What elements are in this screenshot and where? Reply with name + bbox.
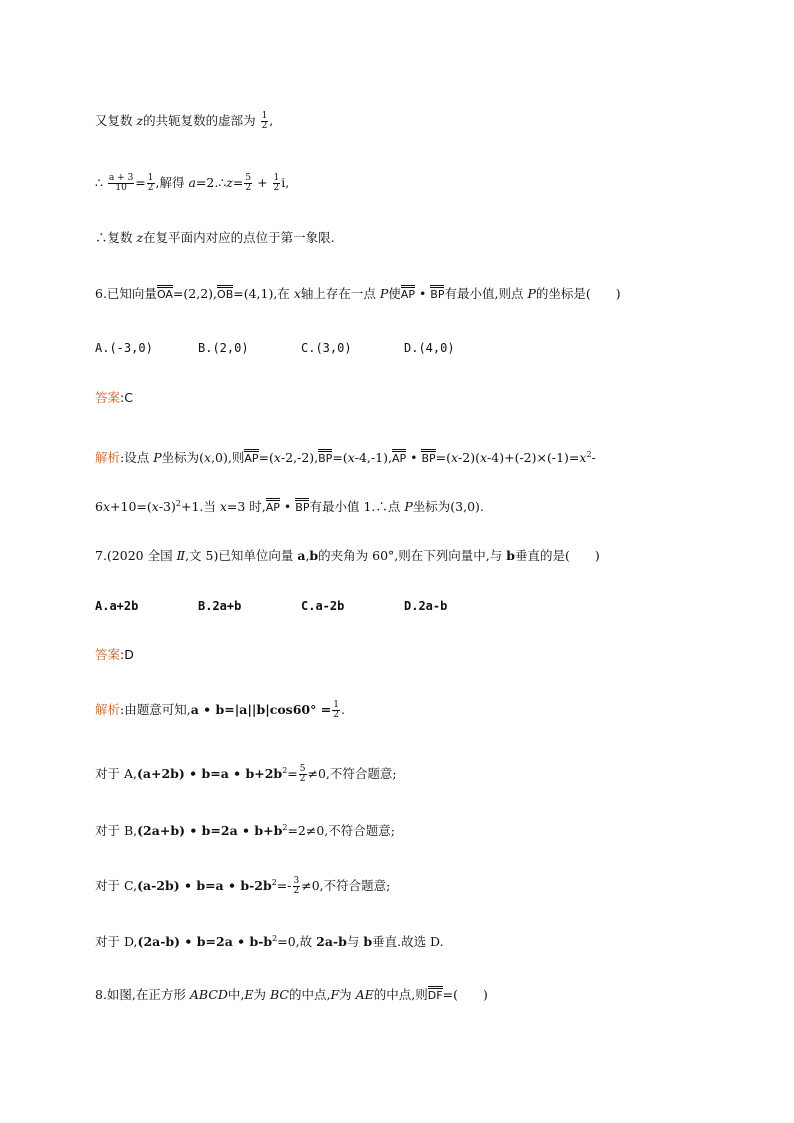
text: ≠0,不符合题意;	[301, 878, 391, 894]
vector-2a-b: 2a-b	[316, 934, 347, 950]
question-7-check-c	[95, 874, 390, 896]
vector-AP: AP	[266, 498, 280, 514]
text: i,	[281, 175, 290, 190]
answer-label: 答案	[95, 647, 121, 662]
numerator: a + 3	[108, 173, 134, 183]
text: 的坐标是( )	[535, 286, 621, 301]
var-x: x	[293, 286, 301, 301]
fraction	[299, 765, 307, 784]
var-x: x	[102, 499, 111, 515]
numerator: 1	[147, 173, 154, 183]
therefore-symbol: ∴	[95, 175, 107, 190]
expression: a • b=|a||b|cos60° =	[190, 702, 332, 717]
vector-OB: OB	[217, 285, 233, 301]
fraction	[108, 174, 134, 193]
vector-BP: BP	[295, 498, 309, 514]
text: +10=(	[110, 499, 152, 515]
text: +1.当	[180, 499, 220, 515]
var-P: P	[404, 499, 413, 515]
vector-AP: AP	[244, 449, 258, 465]
question-6-stem	[95, 285, 621, 303]
question-7-check-a	[95, 762, 397, 784]
text: ,解得	[155, 175, 189, 190]
denominator: 2	[299, 774, 306, 785]
text: =(2,2),	[172, 286, 218, 301]
text: =-	[276, 878, 292, 894]
solution-line-quadrant	[95, 229, 335, 247]
numerator: 5	[299, 764, 306, 775]
text: 在复平面内对应的点位于第一象限.	[143, 230, 335, 245]
fraction	[261, 112, 269, 131]
var-F: F	[330, 987, 340, 1002]
answer-value: :D	[120, 647, 134, 662]
text: Ⅱ	[176, 548, 186, 563]
expression: (a-2b) • b=a • b-2b	[137, 878, 272, 894]
option-c: C.a-2b	[301, 599, 345, 613]
text: =0,故	[277, 934, 317, 950]
var-x: x	[219, 499, 227, 515]
var-x: x	[273, 450, 281, 466]
text: =(4,1),在	[233, 286, 294, 301]
exponent: 2	[175, 499, 181, 508]
var-x: x	[479, 450, 488, 466]
text: 对于 C,	[95, 878, 138, 894]
text: =3 时,	[226, 499, 266, 515]
text: =2.∴	[195, 175, 227, 190]
expression: (a+2b) • b=a • b+2b	[136, 766, 283, 782]
text: =2≠0,不符合题意;	[287, 823, 395, 839]
text: -2,-2),	[280, 450, 319, 466]
text: 垂直的是( )	[514, 548, 600, 563]
exponent: 2	[282, 823, 288, 832]
question-6-options	[95, 339, 507, 357]
text: :由题意可知,	[120, 702, 191, 717]
text: 的中点,则	[373, 987, 428, 1002]
var-P: P	[379, 286, 389, 301]
vector-b: b	[309, 548, 319, 563]
solution-line-solve-a	[95, 174, 289, 193]
question-7-solution	[95, 701, 345, 720]
exponent: 2	[586, 450, 592, 459]
text: ,	[305, 548, 310, 563]
vector-AP: AP	[392, 449, 406, 465]
option-a: A.(-3,0)	[95, 341, 153, 355]
vector-DF: DF	[428, 986, 443, 1002]
text: 对于 D,	[95, 934, 138, 950]
question-7-answer	[95, 646, 134, 664]
option-d: D.(4,0)	[404, 341, 455, 355]
expression: (2a+b) • b=2a • b+b	[137, 823, 283, 839]
numerator: 1	[273, 173, 280, 183]
answer-value: :C	[120, 390, 133, 405]
option-c: C.(3,0)	[301, 341, 352, 355]
text: 对于 A,	[95, 766, 137, 782]
option-b: B.(2,0)	[198, 341, 249, 355]
vector-a: a	[297, 548, 306, 563]
text: .	[340, 702, 345, 717]
numerator: 3	[293, 876, 300, 887]
text: -3)	[158, 499, 176, 515]
vector-b: b	[506, 548, 515, 563]
text: ,文 5)已知单位向量	[185, 548, 298, 563]
dot-operator: •	[414, 286, 431, 301]
fraction	[273, 174, 281, 193]
question-7-check-b	[95, 819, 395, 840]
exponent: 2	[271, 878, 277, 887]
text: 轴上存在一点	[300, 286, 380, 301]
text: 又复数	[95, 113, 137, 128]
denominator: 10	[115, 183, 127, 193]
dot-operator: •	[406, 450, 422, 466]
text: ∴复数	[95, 230, 137, 245]
var-x: x	[579, 450, 587, 466]
numerator: 1	[333, 700, 339, 710]
text: 的中点,	[288, 987, 331, 1002]
question-7-stem	[95, 547, 600, 565]
solution-line-conjugate	[95, 112, 273, 131]
var-x: x	[450, 450, 459, 466]
fraction	[332, 701, 340, 720]
text: -2)(	[458, 450, 480, 466]
var-P: P	[153, 450, 162, 466]
question-6-solution-line-2	[95, 495, 484, 516]
question-6-solution-line-1	[95, 446, 596, 467]
vector-b: b	[363, 934, 373, 950]
var-x: x	[151, 499, 159, 515]
square-ABCD: ABCD	[189, 987, 228, 1002]
text: -4,-1),	[354, 450, 392, 466]
denominator: 2	[245, 183, 252, 193]
text: 7.(2020 全国	[95, 548, 177, 563]
numerator: 5	[245, 173, 252, 183]
segment-BC: BC	[270, 987, 289, 1002]
text: 的夹角为 60°,则在下列向量中,与	[318, 548, 507, 563]
text: =( )	[442, 987, 488, 1002]
text: +	[253, 175, 272, 190]
text: 坐标为(3,0).	[412, 499, 484, 515]
text: 有最小值,则点	[444, 286, 528, 301]
fraction	[244, 174, 252, 193]
exponent: 2	[282, 766, 288, 775]
vector-BP: BP	[318, 449, 332, 465]
text: 的共轭复数的虚部为	[143, 113, 260, 128]
text: 中,	[227, 987, 245, 1002]
text: :设点	[120, 450, 154, 466]
var-P: P	[527, 286, 536, 301]
fraction	[147, 174, 155, 193]
text: 使	[388, 286, 401, 301]
text: =(	[435, 450, 451, 466]
option-d: D.2a-b	[404, 599, 448, 613]
text: ,0),则	[211, 450, 245, 466]
text: =(	[258, 450, 274, 466]
option-b: B.2a+b	[198, 599, 242, 613]
text: =	[232, 175, 244, 190]
text: 坐标为(	[161, 450, 205, 466]
text: =	[287, 766, 298, 782]
text: =	[135, 175, 146, 190]
text: -	[591, 450, 596, 466]
var-a: a	[188, 175, 196, 190]
solution-label: 解析	[95, 450, 121, 466]
text: 垂直.故选 D.	[372, 934, 444, 950]
vector-BP: BP	[430, 285, 444, 301]
text: -4)+(-2)×(-1)=	[487, 450, 580, 466]
var-z: z	[136, 230, 144, 245]
text: ,	[269, 113, 274, 128]
numerator: 1	[261, 111, 268, 121]
denominator: 2	[333, 710, 339, 720]
var-E: E	[244, 987, 254, 1002]
exponent: 2	[272, 934, 278, 943]
var-z: z	[136, 113, 144, 128]
dot-operator: •	[279, 499, 296, 515]
question-6-answer	[95, 389, 133, 407]
var-z: z	[226, 175, 233, 190]
text: 为	[253, 987, 270, 1002]
denominator: 2	[293, 886, 300, 897]
text: 与	[346, 934, 364, 950]
expression: (2a-b) • b=2a • b-b	[137, 934, 273, 950]
text: 为	[339, 987, 356, 1002]
var-x: x	[204, 450, 212, 466]
denominator: 2	[147, 183, 154, 193]
denominator: 2	[261, 121, 268, 131]
fraction	[293, 877, 301, 896]
text: 有最小值 1.∴点	[309, 499, 405, 515]
vector-OA: OA	[157, 285, 173, 301]
segment-AE: AE	[355, 987, 374, 1002]
question-7-check-d	[95, 930, 444, 951]
text: 8.如图,在正方形	[95, 987, 190, 1002]
vector-BP: BP	[421, 449, 435, 465]
question-7-options	[95, 597, 507, 615]
text: 6.已知向量	[95, 286, 157, 301]
denominator: 2	[273, 183, 280, 193]
vector-AP: AP	[401, 285, 415, 301]
answer-label: 答案	[95, 390, 121, 405]
question-8-stem	[95, 986, 488, 1004]
text: =(	[332, 450, 348, 466]
solution-label: 解析	[95, 702, 121, 717]
text: ≠0,不符合题意;	[307, 766, 397, 782]
var-x: x	[347, 450, 355, 466]
text: 6	[95, 499, 103, 515]
text: 对于 B,	[95, 823, 138, 839]
option-a: A.a+2b	[95, 599, 139, 613]
